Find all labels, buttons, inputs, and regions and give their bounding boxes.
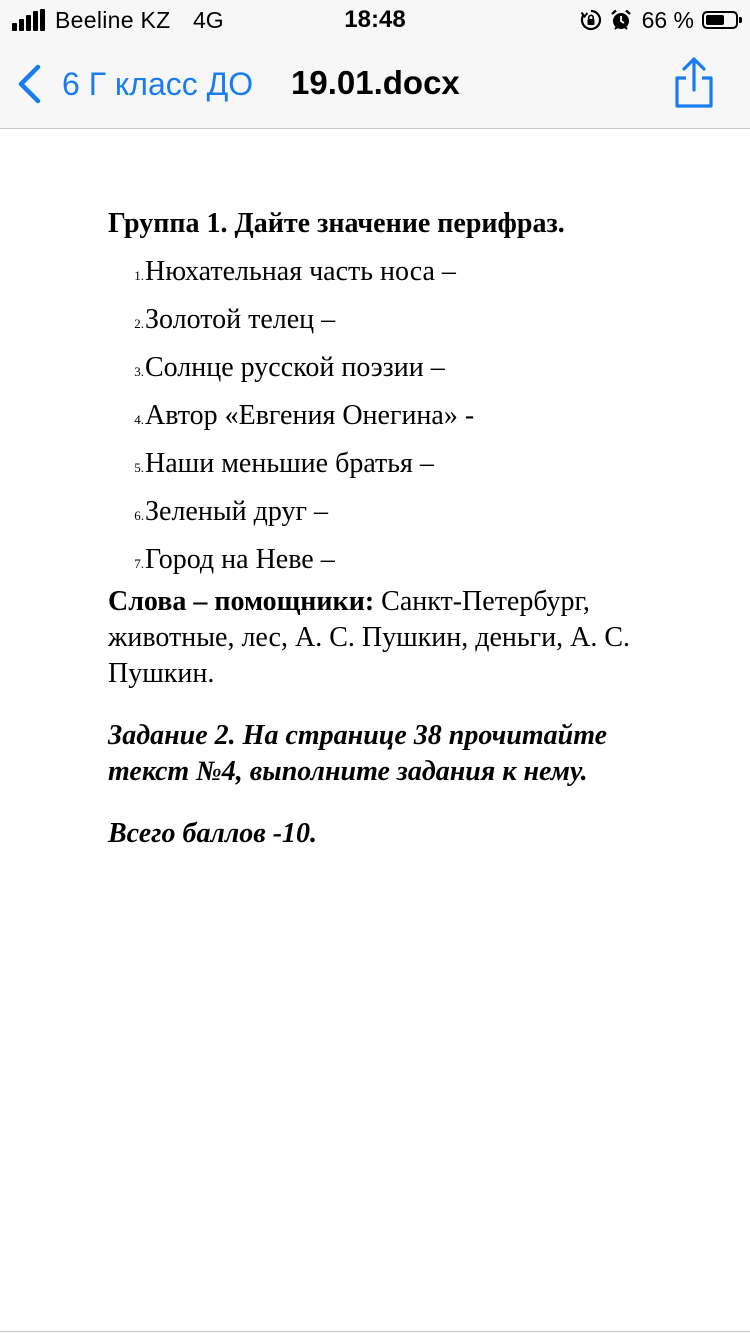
list-item-text: Город на Неве – [145, 544, 335, 575]
rotation-lock-icon [580, 9, 602, 31]
battery-icon [702, 11, 738, 29]
back-button-label: 6 Г класс ДО [62, 65, 254, 102]
helper-words-label: Слова – помощники: [108, 586, 375, 617]
battery-percentage: 66 % [641, 6, 694, 33]
list-number: 3. [134, 364, 144, 379]
top-bar [0, 0, 750, 129]
list-item-text: Золотой телец – [145, 304, 336, 335]
bottom-divider [0, 1331, 750, 1332]
helper-words-paragraph [108, 584, 688, 692]
list-item [108, 392, 688, 440]
share-icon[interactable] [672, 56, 716, 110]
total-points-paragraph: Всего баллов -10. [108, 818, 318, 849]
list-item [108, 440, 688, 488]
periphrasis-list [108, 248, 688, 584]
carrier-name: Beeline KZ [55, 7, 171, 33]
list-number: 2. [134, 316, 144, 331]
list-number: 7. [134, 556, 144, 571]
list-item-text: Автор «Евгения Онегина» - [145, 400, 475, 431]
list-item-text: Наши меньшие братья – [145, 448, 434, 479]
back-button[interactable] [16, 62, 253, 106]
list-number: 4. [134, 412, 144, 427]
chevron-left-icon [16, 64, 42, 104]
list-item [108, 536, 688, 584]
document-heading: Группа 1. Дайте значение перифраз. [108, 208, 565, 239]
list-item-text: Зеленый друг – [145, 496, 328, 527]
list-item [108, 296, 688, 344]
list-number: 6. [134, 508, 144, 523]
list-number: 5. [134, 460, 144, 475]
document-title: 19.01.docx [291, 64, 460, 101]
helper-words-text: Санкт-Петербург, животные, лес, А. С. Пушкин, деньги, А. С. Пушкин. [108, 586, 631, 689]
list-item [108, 248, 688, 296]
list-item-text: Солнце русской поэзии – [145, 352, 445, 383]
status-time: 18:48 [344, 6, 406, 33]
list-number: 1. [134, 268, 144, 283]
document-body [108, 202, 688, 852]
network-type: 4G [193, 7, 224, 33]
status-bar [0, 0, 750, 40]
list-item [108, 488, 688, 536]
status-right-group [580, 6, 738, 34]
battery-level-fill [706, 15, 724, 25]
task-2-paragraph: Задание 2. На странице 38 прочитайте текст №4, выполните задания к нему. [108, 720, 608, 787]
alarm-clock-icon [610, 9, 632, 31]
list-item-text: Нюхательная часть носа – [145, 256, 456, 287]
list-item [108, 344, 688, 392]
